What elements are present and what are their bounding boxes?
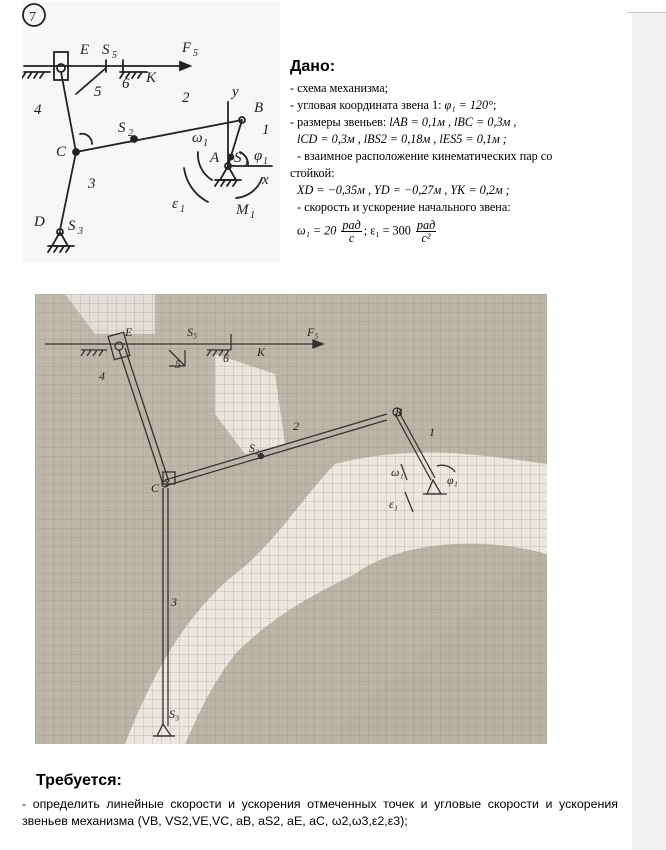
svg-text:S: S — [102, 42, 110, 58]
svg-text:B: B — [254, 100, 264, 116]
svg-text:M: M — [236, 202, 249, 218]
given-sizes-1: - размеры звеньев: lAB = 0,1м , lBC = 0,3м , — [290, 115, 517, 129]
given-scheme: - схема механизма; — [290, 81, 389, 95]
svg-text:F: F — [182, 40, 192, 56]
svg-text:1: 1 — [180, 204, 185, 215]
svg-text:S: S — [68, 218, 76, 234]
scrollbar-thumb[interactable] — [627, 0, 666, 13]
svg-text:φ₁: φ₁ — [447, 473, 458, 487]
svg-text:C: C — [151, 481, 160, 495]
given-coords: XD = −0,35м , YD = −0,27м , YK = 0,2м ; — [297, 183, 510, 197]
svg-text:1: 1 — [250, 210, 255, 221]
svg-text:S: S — [234, 150, 242, 166]
viewer-background — [632, 0, 666, 850]
svg-text:S₂: S₂ — [249, 441, 260, 455]
svg-text:3: 3 — [171, 595, 177, 609]
svg-text:2: 2 — [128, 128, 133, 139]
svg-text:K: K — [257, 345, 266, 359]
svg-text:4: 4 — [34, 102, 42, 118]
svg-text:1: 1 — [262, 122, 270, 138]
given-section — [290, 58, 610, 244]
svg-text:5: 5 — [193, 48, 198, 59]
svg-text:5: 5 — [112, 50, 117, 61]
svg-text:φ: φ — [254, 148, 263, 164]
svg-text:ω₁: ω₁ — [391, 465, 404, 479]
given-relative-1: - взаимное расположение кинематических пар со — [297, 149, 553, 163]
link-4 — [61, 72, 76, 152]
svg-text:6: 6 — [122, 76, 130, 92]
svg-text:A: A — [210, 150, 220, 166]
svg-text:K: K — [146, 70, 157, 86]
svg-text:y: y — [232, 84, 239, 100]
svg-text:6: 6 — [223, 351, 229, 365]
svg-text:ε₁: ε₁ — [389, 497, 398, 511]
svg-text:D: D — [34, 214, 45, 230]
svg-text:C: C — [56, 144, 67, 160]
svg-text:S₃: S₃ — [169, 707, 180, 721]
given-relative-2: стойкой: — [290, 166, 335, 180]
svg-text:S: S — [118, 120, 126, 136]
given-angle: - угловая координата звена 1: φ₁ = 120°; — [290, 98, 497, 112]
svg-text:4: 4 — [99, 369, 105, 383]
svg-text:x: x — [262, 172, 269, 188]
task-number: 7 — [29, 10, 36, 25]
given-sizes-2: lCD = 0,3м , lBS2 = 0,18м , lES5 = 0,1м ; — [297, 132, 507, 146]
svg-text:2: 2 — [182, 90, 190, 106]
mechanism-photo — [35, 294, 547, 744]
given-title: Дано: — [290, 58, 336, 75]
given-omega-eps: ω₁ = 20 $\frac{\text{рад}}{с}$ ; ε₁ = 300 $\frac{\text{рад}}{\text{с²}}$ — [297, 218, 436, 245]
svg-text:E: E — [125, 325, 133, 339]
svg-text:3: 3 — [78, 226, 83, 237]
svg-text:5: 5 — [94, 84, 102, 100]
given-initial: - скорость и ускорение начального звена: — [297, 200, 511, 214]
svg-text:ω: ω — [192, 130, 203, 146]
svg-text:2: 2 — [293, 419, 299, 433]
svg-text:1: 1 — [203, 138, 208, 149]
svg-text:S₅: S₅ — [187, 325, 198, 339]
svg-text:B: B — [395, 405, 403, 419]
svg-text:ε: ε — [172, 196, 178, 212]
svg-text:5: 5 — [175, 357, 181, 371]
requirement-title: Требуется: — [36, 772, 122, 789]
link-2 — [76, 120, 242, 152]
mechanism-sketch — [22, 2, 280, 262]
svg-text:1: 1 — [263, 156, 268, 167]
requirement-text: - определить линейные скорости и ускорения отмеченных точек и угловые скорости и ускорения звеньев механизма (VB, VS2,VE,VC, aB, aS2, aE, aC, ω2,ω3,ε2,ε3); — [22, 797, 618, 828]
svg-text:1: 1 — [429, 425, 435, 439]
svg-text:3: 3 — [88, 176, 96, 192]
svg-text:1: 1 — [244, 157, 249, 168]
svg-text:E: E — [80, 42, 90, 58]
svg-text:F₅: F₅ — [307, 325, 319, 339]
